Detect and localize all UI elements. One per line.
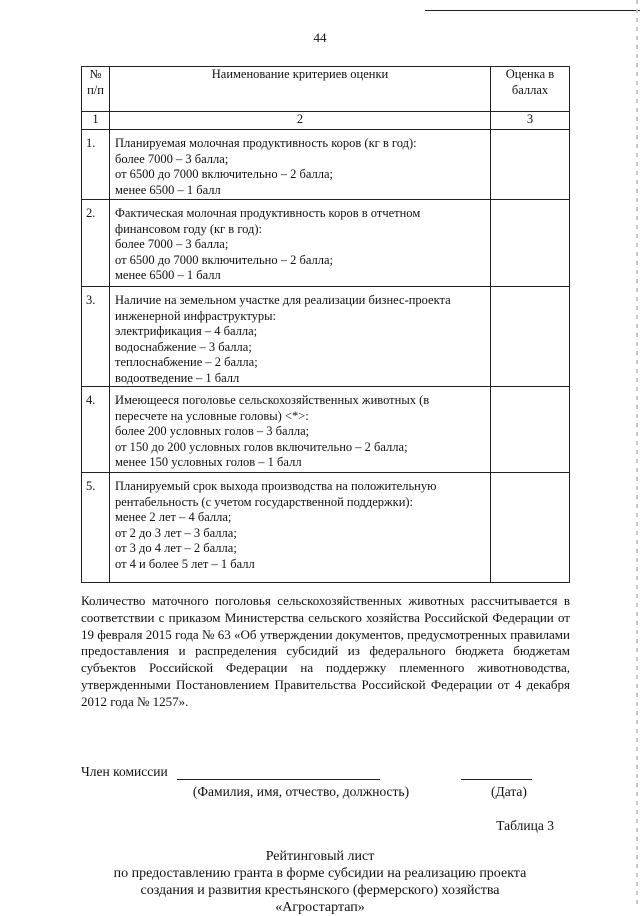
row-criteria: Планируемый срок выхода производства на положительную рентабельность (с учетом государственной поддержки): менее 2 лет – 4 балла; от 2 до 3 лет – 3 балла; от 3 до 4 лет – 2 балла; от 4 и более 5 лет – 1 балл <box>110 473 491 583</box>
row-number: 2. <box>82 200 110 287</box>
row-score-cell[interactable] <box>491 387 570 473</box>
name-signature-line[interactable] <box>177 779 380 780</box>
date-signature-line[interactable] <box>461 779 532 780</box>
table-header-row <box>82 67 570 112</box>
header-score: Оценка в баллах <box>491 67 570 112</box>
table-row <box>82 387 570 473</box>
top-rule <box>425 10 640 11</box>
scan-edge <box>636 0 638 905</box>
row-number: 5. <box>82 473 110 583</box>
index-cell: 2 <box>110 112 491 130</box>
table-row <box>82 287 570 387</box>
row-number: 1. <box>82 130 110 200</box>
row-score-cell[interactable] <box>491 200 570 287</box>
table-label: Таблица 3 <box>496 818 554 833</box>
signature-block <box>81 764 570 804</box>
page-number: 44 <box>313 30 327 45</box>
date-caption: (Дата) <box>491 784 527 799</box>
row-score-cell[interactable] <box>491 130 570 200</box>
table-row <box>82 473 570 583</box>
livestock-note: Количество маточного поголовья сельскохозяйственных животных рассчитывается в соответствии с приказом Министерства сельского хозяйства Российской Федерации от 19 февраля 2015 года № 63 «Об утверждении документов, предусмотренных правилами предоставления и распределения субсидий из федерального бюджета бюджетам субъектов Российской Федерации на поддержку племенного животноводства, утвержденными Постановлением Правительства Российской Федерации от 4 декабря 2012 года № 1257». <box>81 593 570 709</box>
index-cell: 1 <box>82 112 110 130</box>
row-score-cell[interactable] <box>491 287 570 387</box>
name-caption: (Фамилия, имя, отчество, должность) <box>192 784 410 799</box>
row-criteria: Фактическая молочная продуктивность коров в отчетном финансовом году (кг в год): более 7000 – 3 балла; от 6500 до 7000 включительно – 2 балла; менее 6500 – 1 балл <box>110 200 491 287</box>
index-cell: 3 <box>491 112 570 130</box>
row-number: 3. <box>82 287 110 387</box>
criteria-table <box>81 66 570 583</box>
table-row <box>82 130 570 200</box>
row-score-cell[interactable] <box>491 473 570 583</box>
table-row <box>82 200 570 287</box>
table-index-row <box>82 112 570 130</box>
header-num: № п/п <box>82 67 110 112</box>
commission-member-label: Член комиссии <box>81 764 168 779</box>
row-number: 4. <box>82 387 110 473</box>
row-criteria: Планируемая молочная продуктивность коров (кг в год): более 7000 – 3 балла; от 6500 до 7000 включительно – 2 балла; менее 6500 – 1 балл <box>110 130 491 200</box>
header-criteria-name: Наименование критериев оценки <box>110 67 491 112</box>
row-criteria: Имеющееся поголовье сельскохозяйственных животных (в пересчете на условные головы) <*>: более 200 условных голов – 3 балла; от 150 до 200 условных голов включительно – 2 балла; менее 150 условных голов – 1 балл <box>110 387 491 473</box>
rating-sheet-title: Рейтинговый лист по предоставлению гранта в форме субсидии на реализацию проекта создания и развития крестьянского (фермерского) хозяйства «Агростартап» <box>113 849 527 915</box>
row-criteria: Наличие на земельном участке для реализации бизнес-проекта инженерной инфраструктуры: электрификация – 4 балла; водоснабжение – 3 балла; теплоснабжение – 2 балла; водоотведение – 1 балл <box>110 287 491 387</box>
